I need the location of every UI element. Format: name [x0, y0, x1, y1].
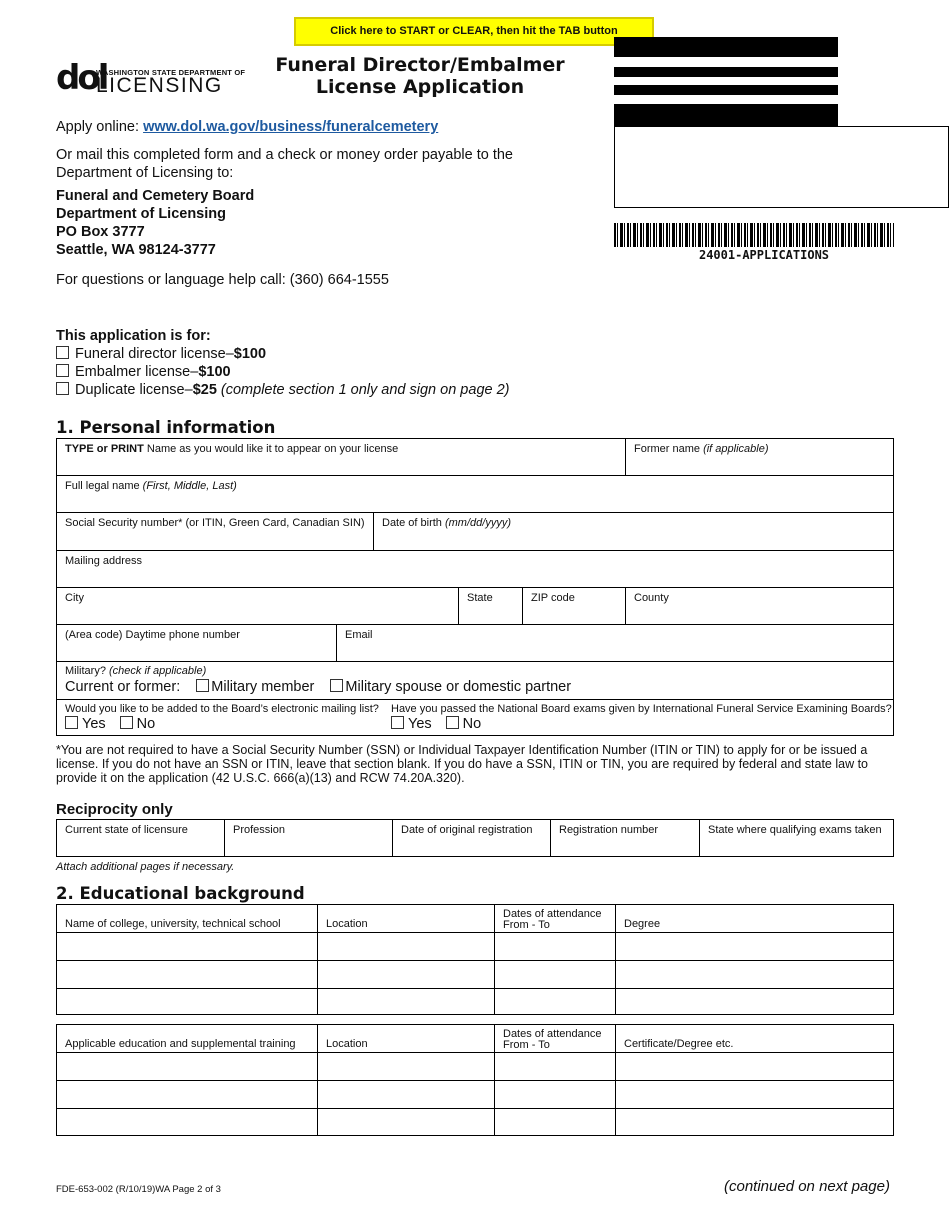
training-header: Location: [326, 1038, 368, 1050]
reciprocity-header: Profession: [233, 824, 285, 836]
email-field[interactable]: [337, 625, 893, 662]
city-label: City: [65, 592, 84, 604]
former-name-field[interactable]: [626, 439, 893, 476]
page-title: [240, 54, 600, 98]
training-header-cell: [318, 1025, 495, 1053]
type-print-bold: TYPE or PRINT: [65, 443, 144, 455]
table-cell[interactable]: [495, 1081, 616, 1109]
full-legal-name-field[interactable]: [57, 476, 893, 513]
table-cell[interactable]: [495, 933, 616, 961]
education-header-cell: [57, 905, 318, 933]
reciprocity-title: Reciprocity only: [56, 801, 173, 818]
exams-no-checkbox[interactable]: [446, 716, 459, 729]
mailing-list-question: Would you like to be added to the Board’s electronic mailing list?: [65, 703, 379, 715]
attach-note: Attach additional pages if necessary.: [56, 861, 235, 873]
table-cell[interactable]: [57, 933, 318, 961]
section2-title: 2. Educational background: [56, 884, 305, 903]
education-header: Location: [326, 918, 368, 930]
ssn-footnote: *You are not required to have a Social Security Number (SSN) or Individual Taxpayer Identification Number (ITIN or TIN) to apply for or be issued a license. If you do not have an SSN or ITIN, leave that section blank. If you do have a SSN, ITIN or TIN, you are required by federal and state law to provide it on the application (42 U.S.C. 666(a)(13) and RCW 74.20A.320).: [56, 743, 869, 785]
continued-note: (continued on next page): [724, 1178, 890, 1195]
state-field[interactable]: [459, 588, 523, 625]
exam-state-field[interactable]: [700, 820, 893, 856]
title-line1: Funeral Director/Embalmer: [275, 54, 565, 76]
county-label: County: [634, 592, 669, 604]
option-note: (complete section 1 only and sign on page 2): [216, 382, 510, 398]
military-spouse-checkbox[interactable]: [330, 679, 343, 692]
form-id: FDE-653-002 (R/10/19)WA Page 2 of 3: [56, 1184, 221, 1195]
type-print-label: Name as you would like it to appear on your license: [143, 443, 399, 455]
former-name-note: (if applicable): [703, 443, 769, 455]
training-header: From - To: [503, 1039, 550, 1051]
table-cell[interactable]: [57, 1081, 318, 1109]
training-header: Dates of attendance: [503, 1028, 602, 1040]
option-label: Funeral director license–: [75, 346, 234, 362]
table-cell[interactable]: [495, 989, 616, 1014]
table-cell[interactable]: [57, 1053, 318, 1081]
table-cell[interactable]: [616, 1053, 893, 1081]
military-note: (check if applicable): [109, 665, 207, 677]
table-cell[interactable]: [616, 961, 893, 989]
option-label: Duplicate license–: [75, 382, 193, 398]
table-cell[interactable]: [57, 961, 318, 989]
ssn-label: Social Security number* (or ITIN, Green Card, Canadian SIN): [65, 517, 365, 529]
reciprocity-header: Date of original registration: [401, 824, 533, 836]
office-use-box: [614, 126, 949, 208]
logo-line2: LICENSING: [96, 74, 223, 97]
education-header: From - To: [503, 919, 550, 931]
logo-line1: WASHINGTON STATE DEPARTMENT OF: [96, 68, 246, 77]
address-line: Funeral and Cemetery Board: [56, 188, 255, 204]
section1-title: 1. Personal information: [56, 418, 276, 437]
questions-row: [57, 700, 893, 736]
original-registration-date-field[interactable]: [393, 820, 551, 856]
option-label: Embalmer license–: [75, 364, 199, 380]
address-line: Seattle, WA 98124-3777: [56, 242, 216, 258]
full-legal-name-note: (First, Middle, Last): [142, 480, 237, 492]
reciprocity-header: Current state of licensure: [65, 824, 188, 836]
table-cell[interactable]: [318, 961, 495, 989]
current-state-field[interactable]: [57, 820, 225, 856]
option-embalmer: [56, 363, 510, 381]
dob-field[interactable]: [374, 513, 893, 551]
barcode: [614, 223, 894, 247]
mailing-list-no-checkbox[interactable]: [120, 716, 133, 729]
military-row: [57, 662, 893, 700]
dob-label: Date of birth: [382, 517, 445, 529]
office-bar: [614, 37, 838, 57]
reciprocity-header: State where qualifying exams taken: [708, 824, 882, 836]
education-header-cell: [616, 905, 893, 933]
mail-instructions: Or mail this completed form and a check or money order payable to the Department of Licensing to:: [56, 147, 513, 181]
training-header-cell: [616, 1025, 893, 1053]
dol-logo: [56, 58, 246, 98]
option-funeral-director: [56, 345, 510, 363]
training-header-cell: [495, 1025, 616, 1053]
state-label: State: [467, 592, 493, 604]
office-bar: [614, 85, 838, 95]
address-line: Department of Licensing: [56, 206, 226, 222]
education-header-cell: [495, 905, 616, 933]
full-legal-name-label: Full legal name: [65, 480, 143, 492]
questions-phone: For questions or language help call: (360) 664-1555: [56, 272, 389, 288]
table-cell[interactable]: [318, 1109, 495, 1135]
table-cell[interactable]: [57, 1109, 318, 1135]
military-member-label: Military member: [211, 679, 315, 695]
education-header: Dates of attendance: [503, 908, 602, 920]
dob-note: (mm/dd/yyyy): [444, 517, 511, 529]
reciprocity-header: Registration number: [559, 824, 659, 836]
application-type-heading: This application is for:: [56, 328, 211, 344]
table-cell[interactable]: [616, 933, 893, 961]
city-field[interactable]: [57, 588, 459, 625]
registration-number-field[interactable]: [551, 820, 700, 856]
table-cell[interactable]: [495, 1109, 616, 1135]
title-line2: License Application: [315, 76, 525, 98]
table-cell[interactable]: [616, 1081, 893, 1109]
table-cell[interactable]: [616, 1109, 893, 1135]
training-header-cell: [57, 1025, 318, 1053]
option-fee: $100: [233, 346, 267, 362]
address-line: PO Box 3777: [56, 224, 145, 240]
education-table: [56, 904, 894, 1015]
mailing-address-field[interactable]: [57, 551, 893, 588]
checkbox[interactable]: [56, 382, 69, 395]
education-header-cell: [318, 905, 495, 933]
table-cell[interactable]: [57, 989, 318, 1014]
barcode-text: 24001-APPLICATIONS: [698, 248, 830, 262]
current-former-label: Current or former:: [65, 679, 181, 695]
office-bar: [614, 67, 838, 77]
start-clear-button[interactable]: Click here to START or CLEAR, then hit the TAB button: [294, 17, 654, 46]
table-cell[interactable]: [318, 933, 495, 961]
table-cell[interactable]: [318, 989, 495, 1014]
reciprocity-table: [56, 819, 894, 857]
training-table: [56, 1024, 894, 1136]
military-label: Military?: [65, 665, 110, 677]
application-type: [56, 327, 510, 399]
training-header: Certificate/Degree etc.: [624, 1038, 734, 1050]
table-cell[interactable]: [495, 961, 616, 989]
office-bar: [614, 104, 838, 126]
no-label: No: [462, 716, 482, 732]
profession-field[interactable]: [225, 820, 393, 856]
table-cell[interactable]: [318, 1081, 495, 1109]
dol-logo-mark: dol: [56, 58, 107, 98]
phone-label: (Area code) Daytime phone number: [65, 629, 240, 641]
former-name-label: Former name: [634, 443, 704, 455]
table-cell[interactable]: [616, 989, 893, 1014]
apply-online-link[interactable]: www.dol.wa.gov/business/funeralcemetery: [143, 119, 439, 135]
table-cell[interactable]: [318, 1053, 495, 1081]
apply-online: [56, 118, 438, 136]
yes-label: Yes: [408, 716, 432, 732]
county-field[interactable]: [626, 588, 893, 625]
checkbox[interactable]: [56, 364, 69, 377]
education-header: Name of college, university, technical school: [65, 918, 281, 930]
option-fee: $25: [192, 382, 217, 398]
option-fee: $100: [198, 364, 231, 380]
zip-label: ZIP code: [531, 592, 575, 604]
yes-label: Yes: [82, 716, 106, 732]
apply-online-label: Apply online:: [56, 119, 144, 135]
table-cell[interactable]: [495, 1053, 616, 1081]
education-header: Degree: [624, 918, 661, 930]
option-duplicate: [56, 381, 510, 399]
name-on-license-field[interactable]: [57, 439, 626, 476]
email-label: Email: [345, 629, 373, 641]
phone-field[interactable]: [57, 625, 337, 662]
checkbox[interactable]: [56, 346, 69, 359]
military-spouse-label: Military spouse or domestic partner: [345, 679, 572, 695]
mailing-address: [56, 187, 254, 259]
exams-question: Have you passed the National Board exams given by International Funeral Service Examining Boards?: [391, 703, 892, 715]
training-header: Applicable education and supplemental training: [65, 1038, 296, 1050]
personal-info-table: [56, 438, 894, 736]
no-label: No: [136, 716, 156, 732]
exams-yes-checkbox[interactable]: [391, 716, 404, 729]
ssn-field[interactable]: [57, 513, 374, 551]
mailing-address-label: Mailing address: [65, 555, 143, 567]
mailing-list-yes-checkbox[interactable]: [65, 716, 78, 729]
zip-field[interactable]: [523, 588, 626, 625]
military-member-checkbox[interactable]: [196, 679, 209, 692]
